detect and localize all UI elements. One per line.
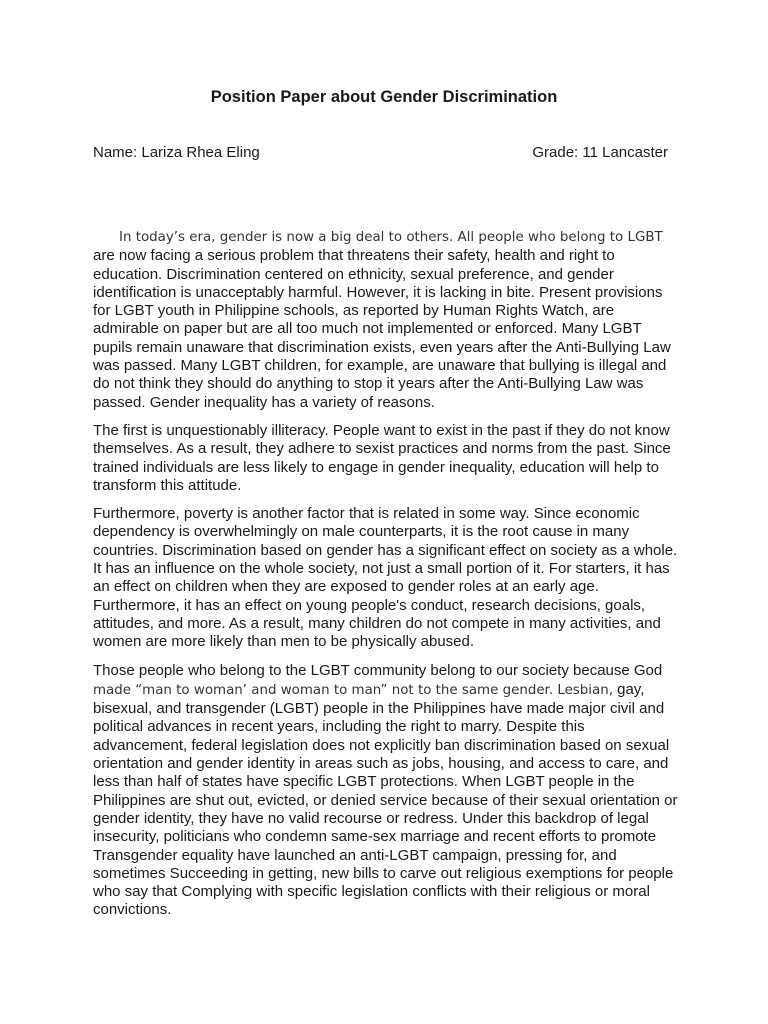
paragraph-intro xyxy=(93,228,678,412)
lgbt-text-a: Those people who belong to the LGBT community belong to our society because God xyxy=(93,661,663,679)
intro-lead-text: In today’s era, gender is now a big deal to others. All people who belong to LGBT xyxy=(119,230,663,245)
document-body xyxy=(93,228,678,930)
lgbt-text-c: gay, bisexual, and transgender (LGBT) people in the Philippines have made major civil and political advances in recent years, including the right to marry. Despite this advancement, federal legislation does not explicitly ban discrimination based on sexual orientation and gender identity in areas such as jobs, housing, and access to care, and less than half of states have specific LGBT protections. When LGBT people in the Philippines are shut out, evicted, or denied service because of their sexual orientation or gender identity, they have no valid recourse or redress. Under this backdrop of legal insecurity, politicians who condemn same-sex marriage and recent efforts to promote Transgender equality have launched an anti-LGBT campaign, pressing for, and sometimes Succeeding in getting, new bills to carve out religious exemptions for people who say that Complying with specific legislation conflicts with their religious or moral convictions. xyxy=(93,680,678,919)
student-name: Name: Lariza Rhea Eling xyxy=(93,144,260,161)
paragraph-poverty: Furthermore, poverty is another factor that is related in some way. Since economic dependency is overwhelmingly on male counterparts, it is the root cause in many countries. Discrimination based on gender has a significant effect on society as a whole. It has an influence on the whole society, not just a small portion of it. For starters, it has an effect on children when they are exposed to gender roles at an early age. Furthermore, it has an effect on young people's conduct, research decisions, goals, attitudes, and more. As a result, many children do not compete in many activities, and women are more likely than men to be physically abused. xyxy=(93,505,678,651)
lgbt-text-b: made “man to woman’ and woman to man” not to the same gender. Lesbian, xyxy=(93,682,613,698)
student-grade: Grade: 11 Lancaster xyxy=(532,144,668,161)
paragraph-lgbt-community xyxy=(93,662,678,920)
paragraph-illiteracy: The first is unquestionably illiteracy. People want to exist in the past if they do not know themselves. As a result, they adhere to sexist practices and norms from the past. Since trained individuals are less likely to engage in gender inequality, education will help to transform this attitude. xyxy=(93,421,671,494)
intro-body-text: are now facing a serious problem that threatens their safety, health and right to education. Discrimination centered on ethnicity, sexual preference, and gender identification is unacceptably harmful. However, it is lacking in bite. Present provisions for LGBT youth in Philippine schools, as reported by Human Rights Watch, are admirable on paper but are all too much not implemented or enforced. Many LGBT pupils remain unaware that discrimination exists, even years after the Anti-Bullying Law was passed. Many LGBT children, for example, are unaware that bullying is illegal and do not think they should do anything to stop it years after the Anti-Bullying Law was passed. Gender inequality has a variety of reasons. xyxy=(93,247,671,411)
page-title: Position Paper about Gender Discrimination xyxy=(210,88,558,106)
